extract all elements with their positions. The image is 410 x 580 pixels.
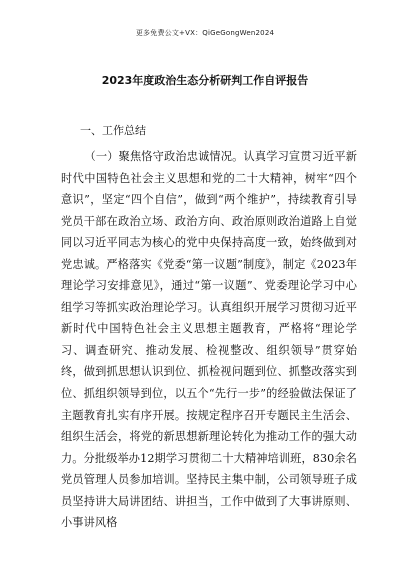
section-heading: 一、工作总结 bbox=[80, 124, 146, 137]
body-paragraph: （一）聚焦恪守政治忠诚情况。认真学习宣贯习近平新时代中国特色社会主义思想和党的二十大精神，树牢“四个意识”，坚定“四个自信”，做到“两个维护”，持续教育引导党员干部在政治立场、政治方向、政治原则政治道路上自觉同以习近平同志为核心的党中央保持高度一致，始终做到对党忠诚。严格落实《党委“第一议题”制度》，制定《2023年理论学习安排意见》，通过“第一议题”、党委理论学习中心组学习等抓实政治理论学习。认真组织开展学习贯彻习近平新时代中国特色社会主义思想主题教育，严格将“理论学习、调查研究、推动发展、检视整改、组织领导”贯穿始终，做到抓思想认识到位、抓检视问题到位、抓整改落实到位、抓组织领导到位，以五个“先行一步”的经验做法保证了主题教育扎实有序开展。按规定程序召开专题民主生活会、组织生活会，将党的新思想新理论转化为推动工作的强大动力。分批级举办12期学习贯彻二十大精神培训班，830余名党员管理人员参加培训。坚持民主集中制，公司领导班子成员坚持讲大局讲团结、讲担当，工作中做到了大事讲原则、小事讲风格 bbox=[61, 150, 357, 530]
document-title: 2023年度政治生态分析研判工作自评报告 bbox=[101, 74, 309, 87]
header-note: 更多免费公文+VX：QiGeGongWen2024 bbox=[135, 29, 275, 37]
